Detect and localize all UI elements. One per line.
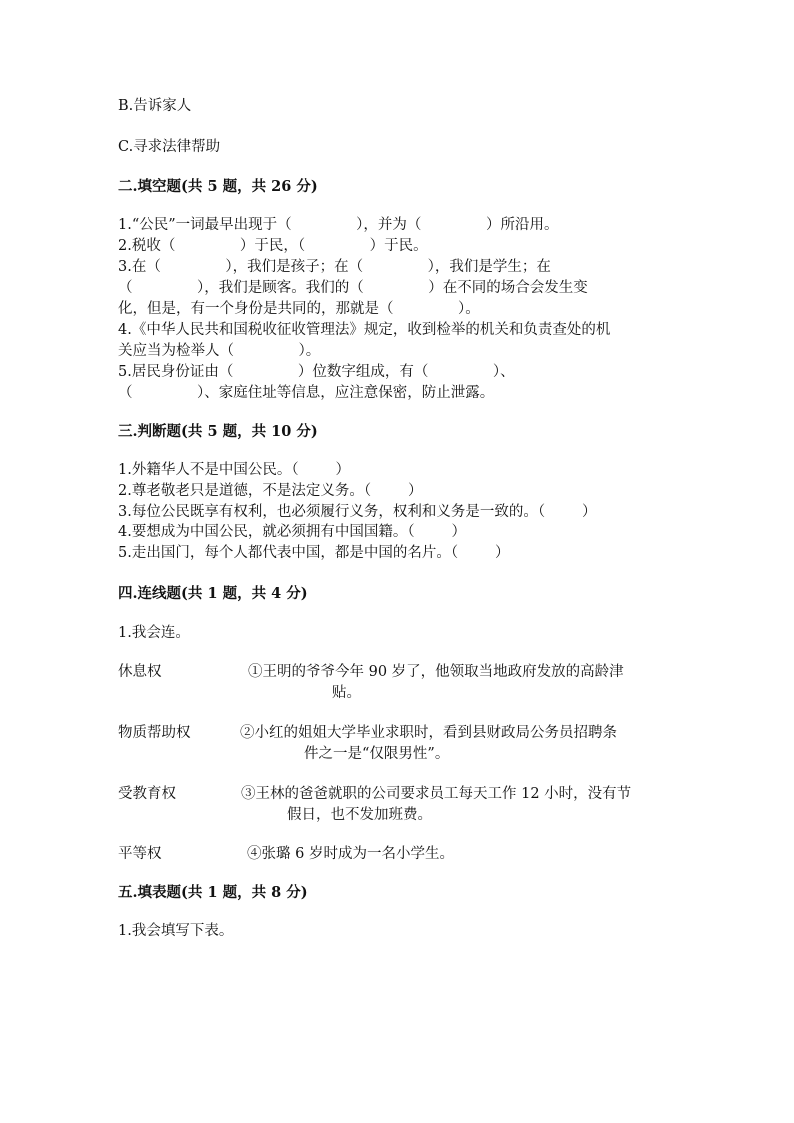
fill-blank-line: 4.《中华人民共和国税收征收管理法》规定，收到检举的机关和负责查处的机 [118, 322, 611, 338]
fill-blank-line: 2.税收（ ）于民，（ ）于民。 [118, 238, 428, 254]
matching-desc-cont: 假日，也不发加班费。 [287, 807, 432, 823]
fill-blank-line: 3.在（ ），我们是孩子；在（ ），我们是学生；在 [118, 259, 551, 275]
judge-line: 5.走出国门，每个人都代表中国，都是中国的名片。（ ） [118, 545, 510, 561]
fill-blank-line: 5.居民身份证由（ ）位数字组成，有（ ）、 [118, 364, 515, 380]
judge-line: 3.每位公民既享有权利，也必须履行义务，权利和义务是一致的。（ ） [118, 504, 597, 520]
matching-desc-cont: 件之一是“仅限男性”。 [304, 746, 450, 762]
matching-label: 休息权 [118, 664, 162, 680]
fill-blank-heading: 二.填空题(共 5 题，共 26 分) [118, 178, 318, 195]
table-intro: 1.我会填写下表。 [118, 923, 234, 939]
matching-desc-cont: 贴。 [332, 685, 361, 701]
judge-line: 1.外籍华人不是中国公民。（ ） [118, 462, 350, 478]
matching-desc: ②小红的姐姐大学毕业求职时，看到县财政局公务员招聘条 [240, 725, 617, 741]
fill-blank-line: 化，但是，有一个身份是共同的，那就是（ ）。 [118, 301, 480, 317]
judge-line: 2.尊老敬老只是道德，不是法定义务。（ ） [118, 483, 423, 499]
fill-blank-line: （ ），我们是顾客。我们的（ ）在不同的场合会发生变 [118, 280, 588, 296]
fill-blank-line: 关应当为检举人（ ）。 [118, 343, 321, 359]
table-heading: 五.填表题(共 1 题，共 8 分) [118, 884, 308, 901]
judge-line: 4.要想成为中国公民，就必须拥有中国国籍。（ ） [118, 524, 466, 540]
matching-label: 物质帮助权 [118, 725, 191, 741]
matching-desc: ①王明的爷爷今年 90 岁了，他领取当地政府发放的高龄津 [248, 664, 624, 680]
matching-label: 平等权 [118, 846, 162, 862]
matching-label: 受教育权 [118, 786, 176, 802]
matching-desc: ④张璐 6 岁时成为一名小学生。 [247, 846, 454, 862]
matching-heading: 四.连线题(共 1 题，共 4 分) [118, 585, 308, 602]
matching-desc: ③王林的爸爸就职的公司要求员工每天工作 12 小时，没有节 [241, 786, 632, 802]
option-b: B.告诉家人 [118, 98, 192, 114]
matching-intro: 1.我会连。 [118, 625, 190, 641]
fill-blank-line: （ ）、家庭住址等信息，应注意保密，防止泄露。 [118, 385, 495, 401]
fill-blank-line: 1.“公民”一词最早出现于（ ），并为（ ）所沿用。 [118, 217, 559, 233]
option-c: C.寻求法律帮助 [118, 139, 221, 155]
judge-heading: 三.判断题(共 5 题，共 10 分) [118, 423, 318, 440]
